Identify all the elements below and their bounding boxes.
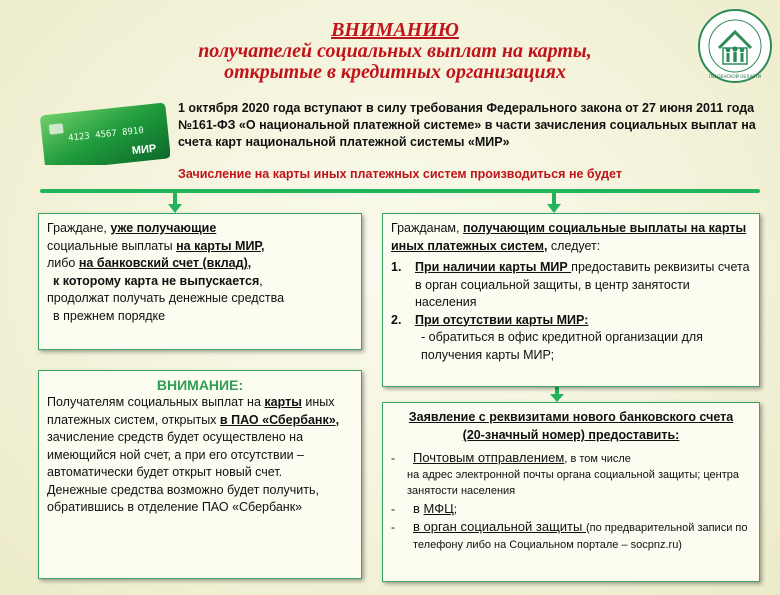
- mir-card-image: [38, 103, 170, 165]
- title-line-3: открытые в кредитных организациях: [224, 61, 566, 83]
- info-box-application: [382, 402, 760, 582]
- title-line-1: ВНИМАНИЮ: [331, 19, 459, 41]
- svg-text:ПЕНЗЕНСКОЙ ОБЛАСТИ: ПЕНЗЕНСКОЙ ОБЛАСТИ: [709, 74, 761, 79]
- steps-list: [391, 259, 751, 329]
- info-box-mir-holders: Граждане, уже получающие социальные выплаты на карты МИР, либо на банковский счет (вклад), к которому карта не выпускается, продолжат получать денежные средства в прежнем порядке: [38, 213, 362, 350]
- info-box-sberbank: ВНИМАНИЕ: Получателям социальных выплат на карты иных платежных систем, открытых в ПАО «Сбербанк», зачисление средств будет осуществлено на имеющийся ной счет, а при его отсутствии – автоматически будет открыт новый счет. Денежные средства возможно будет получить, обратившись в отделение ПАО «Сбербанк»: [38, 370, 362, 579]
- card-digits: 4123 4567 8910: [67, 125, 145, 144]
- application-heading: Заявление с реквизитами нового банковского счета (20-значный номер) предоставить:: [408, 410, 734, 442]
- list-item: 2. При отсутствии карты МИР:: [391, 312, 589, 327]
- intro-text: 1 октября 2020 года вступают в силу требования Федерального закона от 27 июня 2011 года №161-ФЗ «О национальной платежной системе» в части зачисления социальных выплат на счета карт национальной платежной системы «МИР»: [178, 101, 756, 149]
- arrow-down-icon: [547, 192, 561, 214]
- divider-line: [40, 189, 760, 193]
- arrow-down-icon: [550, 386, 564, 403]
- list-item: - Почтовым отправлением, в том числе на адрес электронной почты органа социальной защиты; центра занятости населения: [391, 450, 739, 497]
- card-brand: МИР: [131, 142, 157, 158]
- list-item: - в МФЦ;: [391, 501, 458, 516]
- list-item: - в орган социальной защиты (по предварительной записи по телефону либо на Социальном портале – socpnz.ru): [391, 519, 748, 551]
- delivery-options-list: [391, 450, 751, 553]
- list-item: 1. При наличии карты МИР предоставить реквизиты счета в орган социальной защиты, в центр занятости населения: [391, 260, 750, 309]
- page-title: [150, 20, 640, 83]
- attention-heading: ВНИМАНИЕ:: [156, 377, 244, 393]
- warning-text: Зачисление на карты иных платежных систем производиться не будет: [178, 167, 622, 181]
- title-line-2: получателей социальных выплат на карты,: [198, 40, 592, 62]
- info-box-other-cards: Гражданам, получающим социальные выплаты на карты иных платежных систем, следует: 1. При наличии карты МИР предоставить реквизиты счета в орган социальной защиты, в центр занятости населения 2. При отсутствии карты МИР: - обратиться в офис кредитной организации для получения карты МИР;: [382, 213, 760, 387]
- ministry-logo: [697, 8, 773, 84]
- arrow-down-icon: [168, 192, 182, 214]
